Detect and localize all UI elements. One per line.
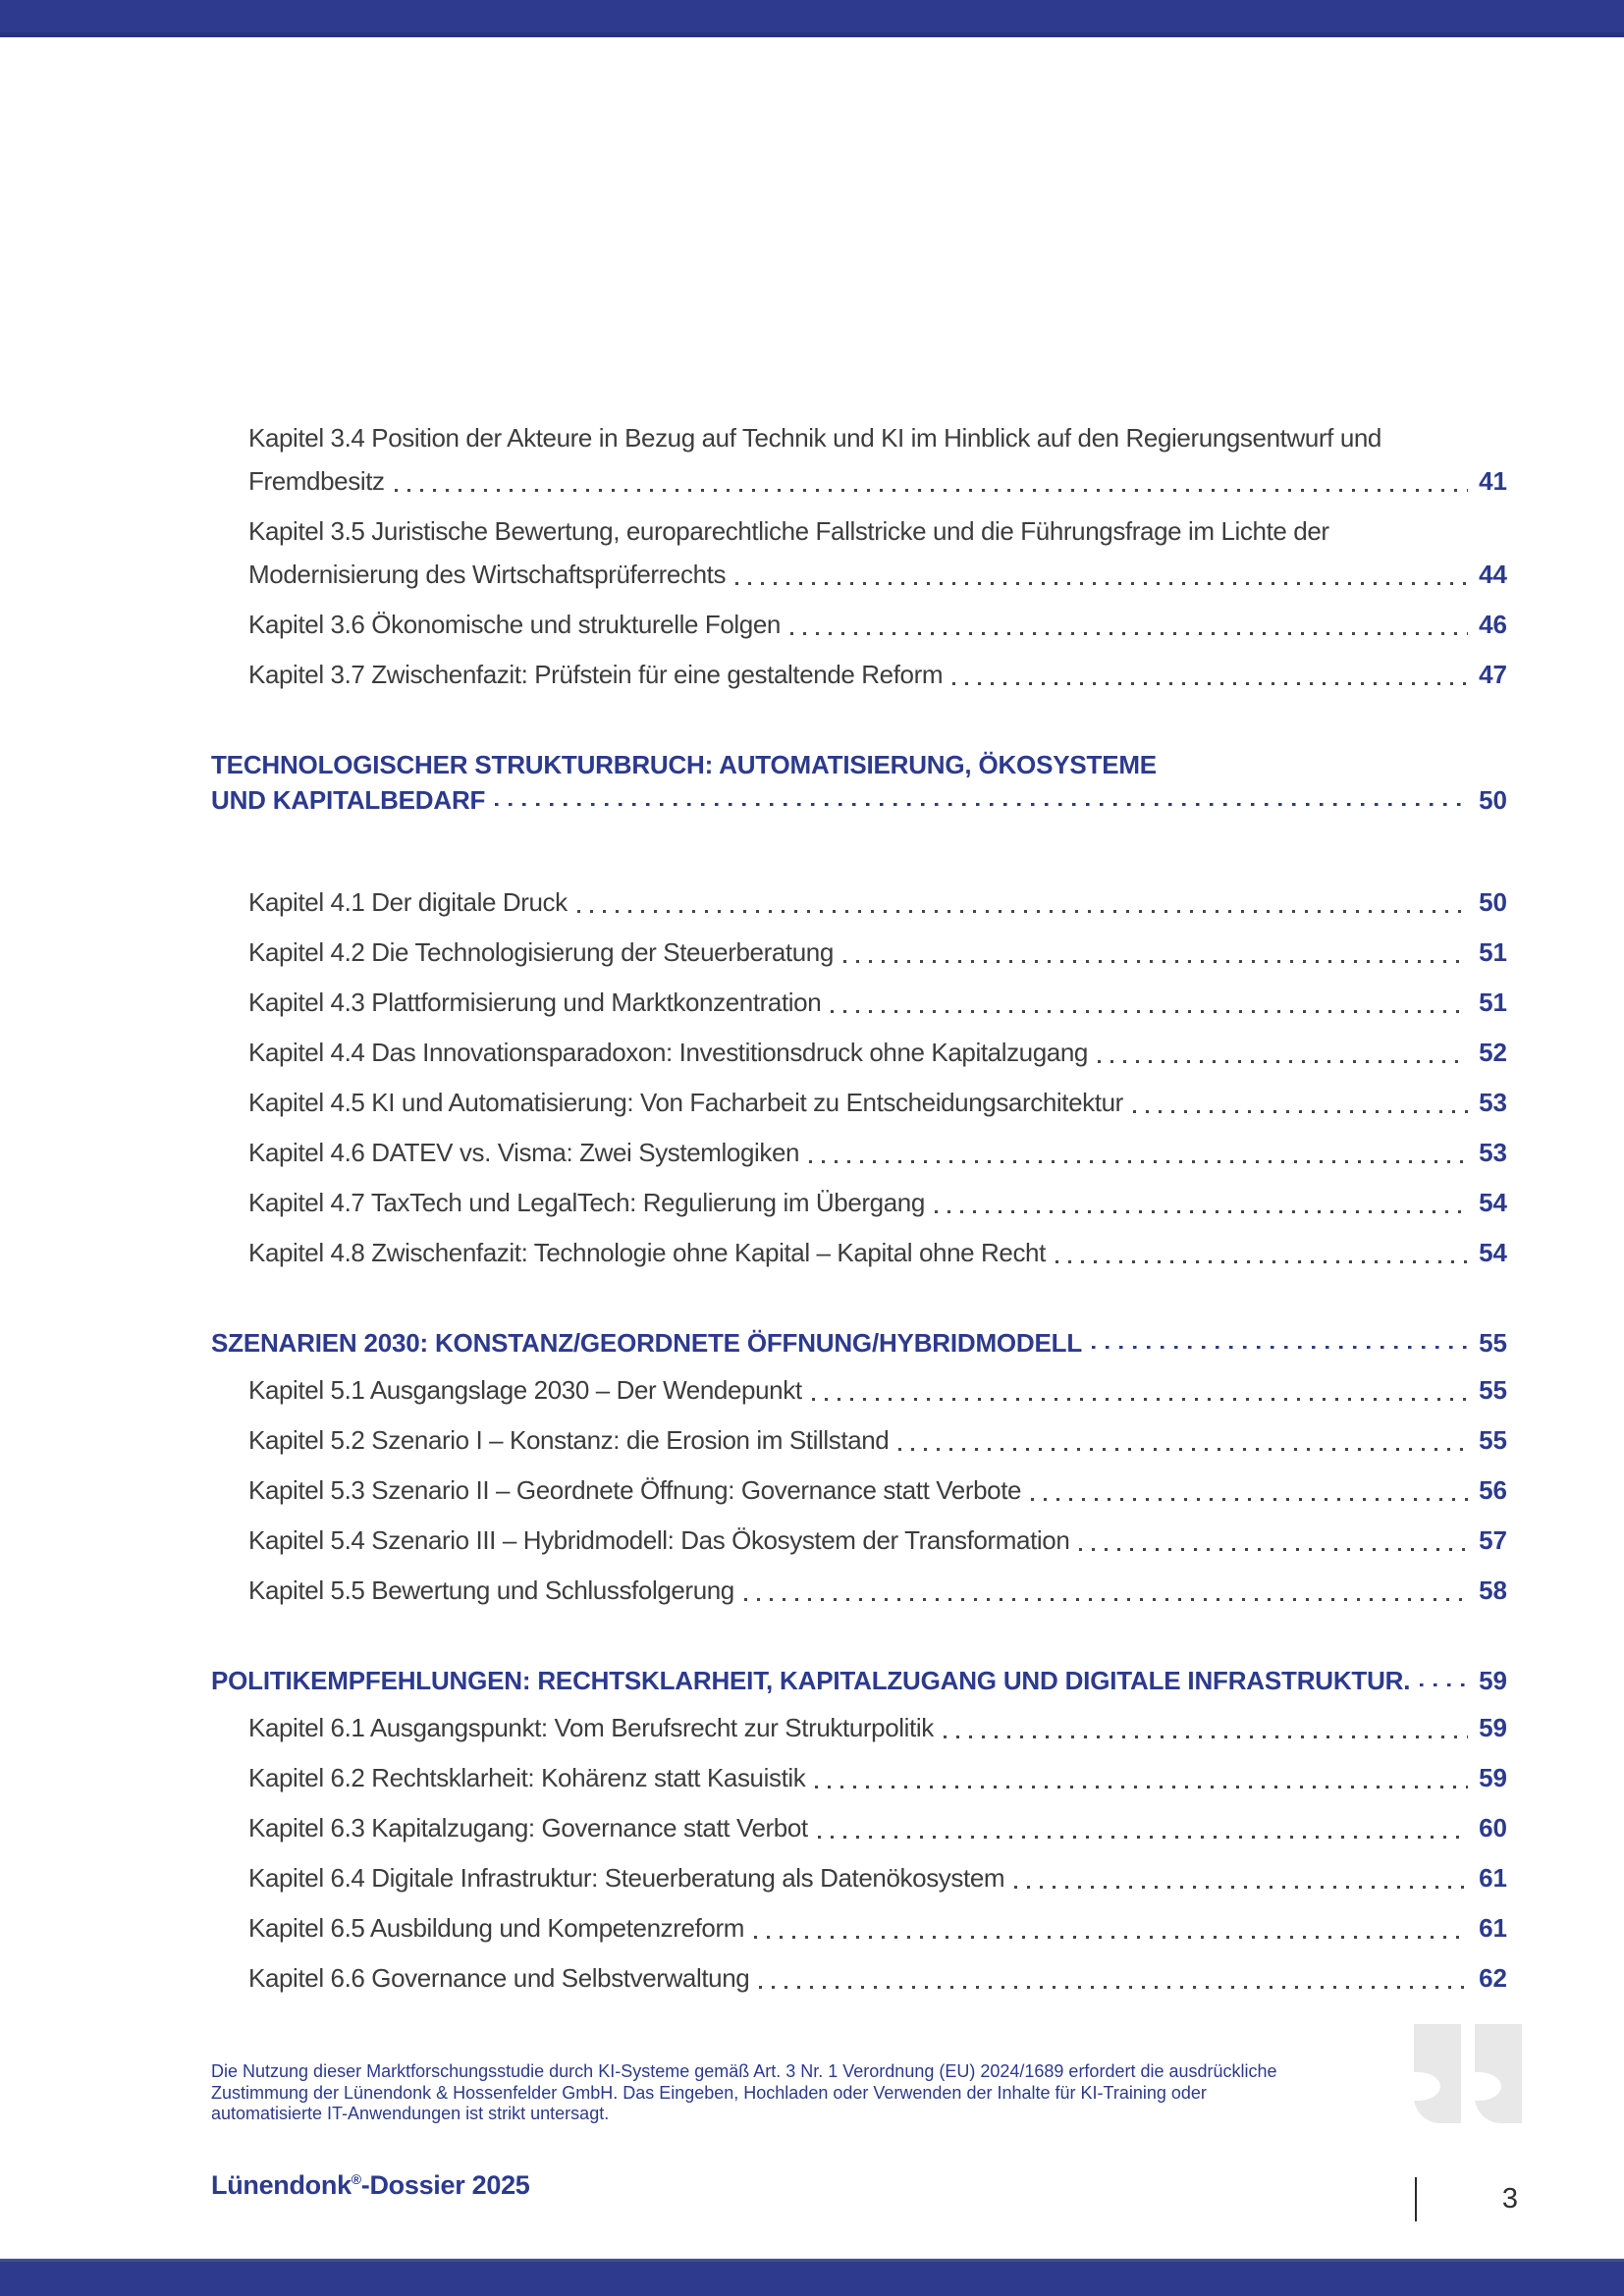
toc-section-chapter-6 [211,1663,1507,2000]
toc-entry-title: Kapitel 6.3 Kapitalzugang: Governance statt Verbot [248,1813,808,1842]
quote-glyph [1475,2024,1522,2123]
dotted-leader [495,803,1468,806]
toc-entry-page-number: 50 [1479,887,1507,917]
toc-entry[interactable] [211,1856,1507,1899]
toc-entry-title: Kapitel 4.1 Der digitale Druck [248,887,568,917]
toc-entry[interactable] [211,931,1507,974]
toc-entry[interactable] [211,1031,1507,1074]
dotted-leader [1079,1548,1468,1551]
closing-quote-icon [1414,2024,1522,2123]
toc-entry-title: Kapitel 4.4 Das Innovationsparadoxon: Investitionsdruck ohne Kapitalzugang [248,1038,1088,1067]
dotted-leader [395,489,1468,492]
toc-header-text: POLITIKEMPFEHLUNGEN: RECHTSKLARHEIT, KAPITALZUGANG UND DIGITALE INFRASTRUKTUR. [211,1666,1411,1695]
toc-entry[interactable] [211,1081,1507,1124]
toc-entry-page-number: 55 [1479,1425,1507,1455]
toc-section-header[interactable] [211,1663,1507,1698]
toc-entry-page-number: 61 [1479,1863,1507,1893]
dotted-leader [1056,1260,1468,1263]
toc-entry-page-number: 56 [1479,1475,1507,1505]
toc-entry[interactable] [211,1181,1507,1224]
bottom-bar [0,2259,1624,2296]
toc-entry-page-number: 62 [1479,1963,1507,1993]
dotted-leader [1133,1110,1468,1113]
disclaimer-line: Zustimmung der Lünendonk & Hossenfelder GmbH. Das Eingeben, Hochladen oder Verwenden der Inhalte für KI-Training oder [211,2082,1207,2103]
dotted-leader [952,682,1468,685]
toc-entry[interactable] [211,1756,1507,1799]
toc-entry-title: Kapitel 4.5 KI und Automatisierung: Von Facharbeit zu Entscheidungsarchitektur [248,1088,1123,1117]
toc-entry-title: Fremdbesitz [248,466,385,496]
toc-entry-page-number: 55 [1479,1375,1507,1405]
ai-usage-disclaimer [211,2061,1429,2125]
toc-entry-title: Kapitel 6.5 Ausbildung und Kompetenzreform [248,1913,744,1943]
toc-header-page-number: 50 [1479,785,1507,815]
toc-entry-page-number: 46 [1479,610,1507,639]
page-number: 3 [1501,2183,1519,2215]
disclaimer-line: Die Nutzung dieser Marktforschungsstudie durch KI-Systeme gemäß Art. 3 Nr. 1 Verordnung (EU) 2024/1689 erfordert die ausdrückliche [211,2061,1277,2081]
toc-entry[interactable] [211,1418,1507,1462]
toc-header-text: TECHNOLOGISCHER STRUKTURBRUCH: AUTOMATISIERUNG, ÖKOSYSTEME [211,750,1157,779]
toc-entry-title: Kapitel 5.1 Ausgangslage 2030 – Der Wendepunkt [248,1375,802,1405]
toc-entry-title: Kapitel 6.1 Ausgangspunkt: Vom Berufsrecht zur Strukturpolitik [248,1713,934,1742]
toc-entry-title: Kapitel 5.5 Bewertung und Schlussfolgerung [248,1575,734,1605]
toc-entry-page-number: 60 [1479,1813,1507,1842]
toc-entry[interactable] [211,981,1507,1024]
footer-brand [211,2170,530,2201]
toc-header-page-number: 59 [1479,1666,1507,1695]
toc-entry-title: Kapitel 4.6 DATEV vs. Visma: Zwei Systemlogiken [248,1138,800,1167]
dotted-leader [944,1735,1468,1738]
toc-entry-title: Kapitel 4.8 Zwischenfazit: Technologie ohne Kapital – Kapital ohne Recht [248,1238,1046,1267]
toc-entry-page-number: 53 [1479,1088,1507,1117]
dotted-leader [812,1398,1468,1401]
toc-entry-page-number: 53 [1479,1138,1507,1167]
toc-header-page-number: 55 [1479,1328,1507,1358]
toc-entry-page-number: 51 [1479,937,1507,967]
toc-header-text: UND KAPITALBEDARF [211,785,486,815]
toc-entry[interactable] [211,1231,1507,1274]
toc-entry[interactable] [211,1519,1507,1562]
top-bar [0,0,1624,37]
toc-entry-title: Kapitel 3.6 Ökonomische und strukturelle Folgen [248,610,781,639]
toc-entry[interactable] [211,653,1507,696]
toc-entry-page-number: 61 [1479,1913,1507,1943]
dotted-leader [1098,1060,1468,1063]
dotted-leader [843,960,1468,963]
toc-entry-title: Kapitel 3.5 Juristische Bewertung, europarechtliche Fallstricke und die Führungsfrage im Lichte der [248,516,1329,546]
toc-entry[interactable] [211,603,1507,646]
toc-entry[interactable] [211,1131,1507,1174]
toc-entry-title: Kapitel 5.2 Szenario I – Konstanz: die Erosion im Stillstand [248,1425,890,1455]
toc-section-chapter-4 [211,747,1507,1274]
toc-entry-page-number: 47 [1479,660,1507,689]
toc-entry[interactable] [211,881,1507,924]
toc-section-header[interactable] [211,747,1507,818]
toc-header-text: SZENARIEN 2030: KONSTANZ/GEORDNETE ÖFFNUNG/HYBRIDMODELL [211,1328,1083,1358]
toc-entry[interactable] [211,1468,1507,1512]
page-number-divider [1415,2177,1417,2221]
toc-entry-page-number: 59 [1479,1713,1507,1742]
toc-entry-title: Kapitel 6.6 Governance und Selbstverwaltung [248,1963,750,1993]
dotted-leader [831,1010,1468,1013]
toc-entry-title: Kapitel 3.4 Position der Akteure in Bezug auf Technik und KI im Hinblick auf den Regierungsentwurf und [248,423,1381,453]
toc-entry-page-number: 54 [1479,1238,1507,1267]
dotted-leader [898,1448,1468,1451]
toc-entry[interactable] [211,1706,1507,1749]
toc-entry-title: Kapitel 6.2 Rechtsklarheit: Kohärenz statt Kasuistik [248,1763,806,1792]
dotted-leader [1420,1683,1468,1686]
toc-entry-title: Modernisierung des Wirtschaftsprüferrechts [248,560,727,589]
toc-entry[interactable] [211,1906,1507,1949]
toc-entry-title: Kapitel 5.3 Szenario II – Geordnete Öffnung: Governance statt Verbote [248,1475,1022,1505]
dotted-leader [815,1786,1468,1789]
dotted-leader [754,1936,1468,1939]
dotted-leader [735,582,1468,585]
toc-entry[interactable] [211,1956,1507,2000]
dotted-leader [1092,1346,1468,1349]
registered-trademark-icon: ® [351,2171,361,2187]
toc-entry-page-number: 41 [1479,466,1507,496]
toc-entry-page-number: 54 [1479,1188,1507,1217]
toc-entry[interactable] [211,509,1507,596]
toc-entry-page-number: 58 [1479,1575,1507,1605]
dotted-leader [1031,1498,1468,1501]
dotted-leader [790,632,1468,635]
toc-entry-title: Kapitel 6.4 Digitale Infrastruktur: Steuerberatung als Datenökosystem [248,1863,1005,1893]
brand-suffix: -Dossier 2025 [360,2170,530,2200]
toc-section-header[interactable] [211,1325,1507,1361]
dotted-leader [809,1160,1468,1163]
toc-entry-title: Kapitel 4.3 Plattformisierung und Marktkonzentration [248,988,822,1017]
toc-section-chapter-5 [211,1325,1507,1612]
toc-entry[interactable] [211,1368,1507,1412]
table-of-contents [211,416,1507,2006]
toc-entry-page-number: 52 [1479,1038,1507,1067]
toc-entry-title: Kapitel 5.4 Szenario III – Hybridmodell: Das Ökosystem der Transformation [248,1525,1070,1555]
dotted-leader [818,1836,1468,1839]
toc-entry-title: Kapitel 4.2 Die Technologisierung der Steuerberatung [248,937,834,967]
toc-entry[interactable] [211,416,1507,503]
dotted-leader [1014,1886,1468,1889]
disclaimer-line: automatisierte IT-Anwendungen ist strikt untersagt. [211,2104,610,2123]
toc-entry[interactable] [211,1569,1507,1612]
toc-section-chapter-3 [211,416,1507,696]
toc-entry[interactable] [211,1806,1507,1849]
dotted-leader [759,1986,1468,1989]
dotted-leader [577,910,1468,913]
dotted-leader [935,1210,1468,1213]
brand-name: Lünendonk [211,2170,352,2200]
toc-entry-page-number: 57 [1479,1525,1507,1555]
dotted-leader [744,1598,1468,1601]
toc-entry-title: Kapitel 3.7 Zwischenfazit: Prüfstein für eine gestaltende Reform [248,660,944,689]
toc-entry-title: Kapitel 4.7 TaxTech und LegalTech: Regulierung im Übergang [248,1188,925,1217]
toc-entry-page-number: 59 [1479,1763,1507,1792]
toc-entry-page-number: 51 [1479,988,1507,1017]
toc-entry-page-number: 44 [1479,560,1507,589]
